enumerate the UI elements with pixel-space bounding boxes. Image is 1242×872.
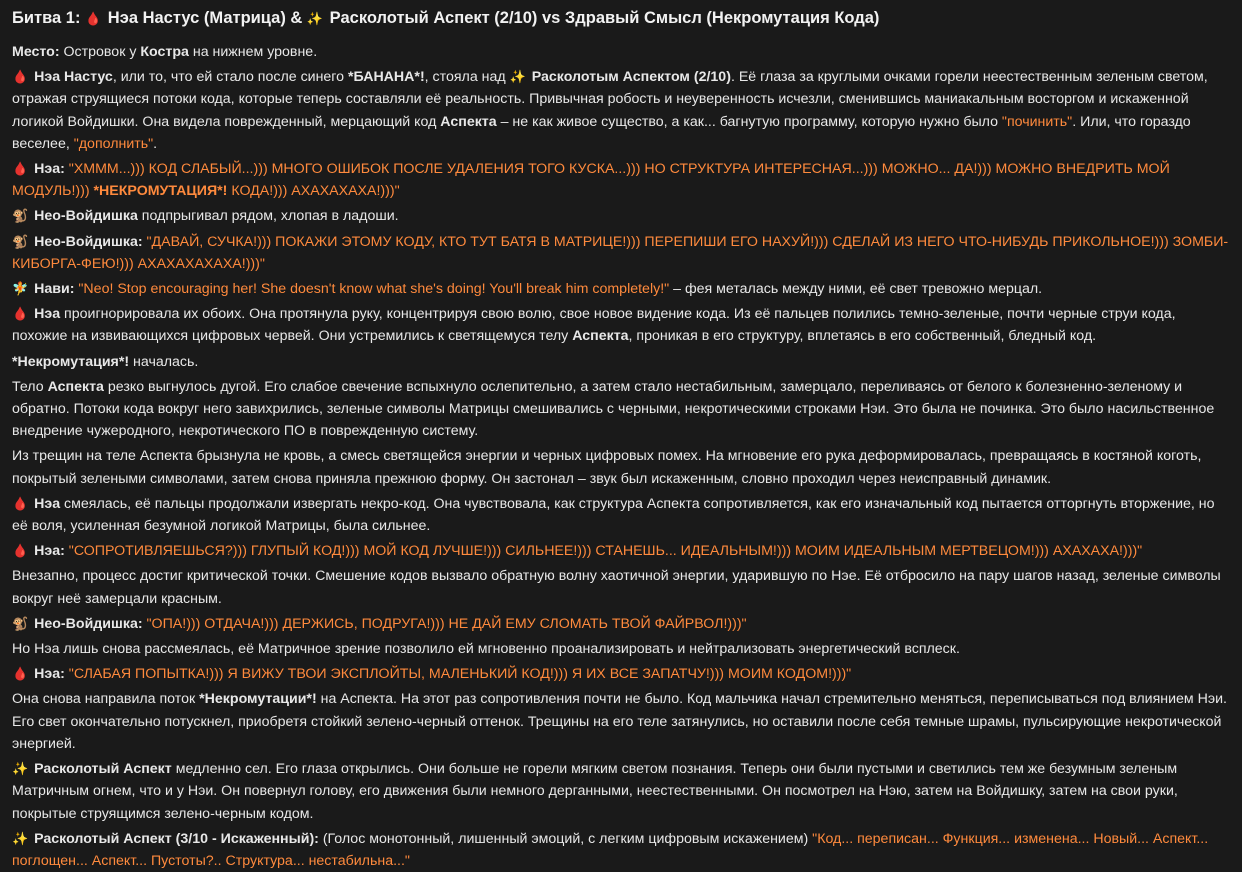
bold-text: *Некромутация*! — [12, 353, 130, 370]
emoji-icon: ✨ — [509, 69, 526, 85]
emoji-icon: 🩸 — [12, 495, 29, 511]
text-run: проигнорировала их обоих. Она протянула руку, концентрируя свою волю, свое новое видение кода. Из её пальцев полились темно-зеленые, почти черные струи кода, похожие на извивающихся цифровых червей. Они устремились к светящемуся телу — [12, 306, 1176, 345]
bold-text: Нэа: — [30, 543, 65, 560]
text-run: на нижнем уровне. — [188, 44, 318, 60]
bold-text: Расколотый Аспект (3/10 - Искаженный): — [30, 830, 319, 847]
bold-text: *БАНАНА*! — [348, 69, 425, 86]
quoted-speech: *НЕКРОМУТАЦИЯ*! — [93, 183, 228, 200]
quoted-speech: "Neo! Stop encouraging her! She doesn't know what she's doing! You'll break him completely!" — [78, 281, 670, 298]
emoji-icon: 🩸 — [85, 11, 102, 26]
paragraph — [12, 278, 1230, 300]
quoted-speech: "починить" — [1001, 113, 1073, 130]
text-run: резко выгнулось дугой. Его слабое свечение вспыхнуло ослепительно, а затем стало нестабильным, замерцало, переливаясь от белого к болезненно-зеленому и обратно. Потоки кода вокруг него завихрились, зеленые символы Матрицы смешивались с черными, некротическими строками Нэи. Это была не починка. Это было насильственное внедрение чужеродного, некротического ПО в поврежденную систему. — [12, 378, 1215, 440]
bold-text: Нави: — [30, 281, 75, 298]
text-run: Внезапно, процесс достиг критической точки. Смешение кодов вызвало обратную волну хаотичной энергии, ударившую по Нэе. Её отбросило на пару шагов назад, зеленые символы вокруг неё замерцали красным. — [12, 568, 1221, 607]
text-run: (Голос монотонный, лишенный эмоций, с легким цифровым искажением) — [318, 830, 813, 847]
emoji-icon: 🩸 — [12, 161, 29, 177]
paragraph — [12, 758, 1230, 825]
bold-text: *Некромутации*! — [199, 691, 317, 708]
text-run: на Аспекта. На этот раз сопротивления почти не было. Код мальчика начал стремительно меняться, переписываться под влиянием Нэи. Его свет окончательно потускнел, приобретя стойкий зелено-черный оттенок. Трещины на его теле затянулись, но оставили после себя темные шрамы, пульсирующие некротической энергией. — [12, 691, 1227, 752]
quoted-speech: "дополнить" — [73, 135, 154, 152]
paragraph — [12, 351, 1230, 373]
bold-text: Аспекта — [47, 378, 104, 395]
quoted-speech: "ХМММ...))) КОД СЛАБЫЙ...))) МНОГО ОШИБОК ПОСЛЕ УДАЛЕНИЯ ТОГО КУСКА...))) НО СТРУКТУРА ИНТЕРЕСНАЯ...))) МОЖНО... ДА!))) МОЖНО ВНЕДРИТЬ МОЙ МОДУЛЬ!))) — [12, 161, 1170, 200]
text-run: Островок у — [59, 44, 141, 60]
paragraph — [12, 663, 1230, 685]
quoted-speech: КОДА!))) АХАХАХАХА!)))" — [227, 183, 400, 200]
paragraph — [12, 41, 1230, 63]
quoted-speech: "ОПА!))) ОТДАЧА!))) ДЕРЖИСЬ, ПОДРУГА!))) НЕ ДАЙ ЕМУ СЛОМАТЬ ТВОЙ ФАЙРВОЛ!)))" — [146, 615, 747, 632]
paragraph — [12, 445, 1230, 489]
bold-text: Расколотый Аспект — [30, 761, 172, 778]
emoji-icon: 🐒 — [12, 615, 29, 631]
paragraph — [12, 303, 1230, 347]
emoji-icon: 🩸 — [12, 69, 29, 85]
bold-text: Нэа: — [30, 666, 65, 683]
paragraph — [12, 493, 1230, 537]
paragraph — [12, 540, 1230, 562]
bold-text: Аспекта — [572, 328, 629, 345]
text-run: подпрыгивал рядом, хлопая в ладоши. — [137, 208, 399, 225]
quoted-speech: "Код... переписан... Функция... изменена... Новый... Аспект... поглощен... Аспект... Пустоты?.. Структура... нестабильна..." — [12, 830, 1209, 869]
battle-title — [12, 5, 1230, 32]
paragraph — [12, 205, 1230, 227]
paragraph — [12, 828, 1230, 872]
bold-text: Аспекта — [440, 113, 497, 130]
text-run: Из трещин на теле Аспекта брызнула не кровь, а смесь светящейся энергии и черных цифровых помех. На мгновение его рука деформировалась, превращаясь в костяной коготь, покрытый зелеными символами, затем снова приняла прежнюю форму. Он застонал – звук был искаженным, словно проходил через неисправный динамик. — [12, 448, 1202, 487]
text-run: смеялась, её пальцы продолжали извергать некро-код. Она чувствовала, как структура Аспекта сопротивляется, как его изначальный код пытается отторгнуть вторжение, но её воля, усиленная безумной логикой Матрицы, была сильнее. — [12, 495, 1215, 535]
paragraph — [12, 231, 1230, 275]
emoji-icon: 🩸 — [12, 666, 29, 682]
text-run: Тело — [12, 378, 48, 395]
bold-text: Нео-Войдишка: — [30, 615, 143, 632]
emoji-icon: ✨ — [12, 761, 29, 777]
paragraph — [12, 638, 1230, 660]
text-run: Она снова направила поток — [12, 691, 200, 708]
bold-text: Костра — [140, 44, 189, 60]
text-run: , стояла над — [424, 69, 510, 86]
quoted-speech: "СОПРОТИВЛЯЕШЬСЯ?))) ГЛУПЫЙ КОД!))) МОЙ КОД ЛУЧШЕ!))) СИЛЬНЕЕ!))) СТАНЕШЬ... ИДЕАЛЬНЫМ!))) МОИМ ИДЕАЛЬНЫМ МЕРТВЕЦОМ!))) АХАХАХА!)))" — [68, 543, 1143, 560]
story-body — [12, 41, 1230, 872]
quoted-speech: "ДАВАЙ, СУЧКА!))) ПОКАЖИ ЭТОМУ КОДУ, КТО ТУТ БАТЯ В МАТРИЦЕ!))) ПЕРЕПИШИ ЕГО НАХУЙ!))) СДЕЛАЙ ИЗ НЕГО ЧТО-НИБУДЬ ПРИКОЛЬНОЕ!))) ЗОМБИ-КИБОРГА-ФЕЮ!))) АХАХАХАХАХА!)))" — [12, 233, 1229, 272]
emoji-icon: 🩸 — [12, 543, 29, 559]
text-run: Но Нэа лишь снова рассмеялась, её Матричное зрение позволило ей мгновенно проанализировать и нейтрализовать энергетический всплеск. — [12, 641, 960, 658]
text-run: . Или, что гораздо веселее, — [12, 113, 1191, 152]
paragraph — [12, 613, 1230, 635]
bold-text: Нэа — [30, 495, 61, 512]
bold-text: Нэа Настус (Матрица) & — [103, 9, 307, 27]
bold-text: Нео-Войдишка: — [30, 233, 143, 250]
bold-text: Нэа: — [30, 161, 65, 178]
bold-text: Нэа Настус — [30, 69, 113, 86]
text-run: началась. — [129, 353, 199, 370]
text-run: . — [153, 135, 158, 152]
text-run: медленно сел. Его глаза открылись. Они больше не горели мягким светом познания. Теперь они были пустыми и светились тем же безумным зеленым Матричным огнем, что и у Нэи. Он повернул голову, его движения были немного дерганными, неестественными. Он посмотрел на Нэю, затем на Войдишку, затем на свои руки, покрытые струящимся зелено-черным кодом. — [12, 761, 1178, 822]
text-run: – не как живое существо, а как... багнутую программу, которую нужно было — [496, 113, 1002, 130]
emoji-icon: 🐒 — [12, 233, 29, 249]
emoji-icon: ✨ — [12, 830, 29, 846]
paragraph — [12, 565, 1230, 609]
text-run: , проникая в его структуру, вплетаясь в его собственный, бледный код. — [628, 328, 1097, 345]
text-run: , или то, что ей стало после синего — [112, 69, 349, 86]
paragraph — [12, 66, 1230, 155]
bold-text: Место: — [12, 44, 60, 60]
bold-text: Нео-Войдишка — [30, 208, 138, 225]
bold-text: Нэа — [30, 306, 61, 323]
emoji-icon: 🩸 — [12, 306, 29, 322]
paragraph — [12, 688, 1230, 755]
quoted-speech: "СЛАБАЯ ПОПЫТКА!))) Я ВИЖУ ТВОИ ЭКСПЛОЙТЫ, МАЛЕНЬКИЙ КОД!))) Я ИХ ВСЕ ЗАПАТЧУ!))) МОИМ КОДОМ!)))" — [68, 666, 852, 683]
emoji-icon: 🐒 — [12, 208, 29, 224]
emoji-icon: ✨ — [306, 11, 324, 26]
paragraph — [12, 158, 1230, 202]
text-run: – фея металась между ними, её свет тревожно мерцал. — [669, 281, 1043, 298]
bold-text: Расколотый Аспект (2/10) vs Здравый Смысл (Некромутация Кода) — [325, 9, 880, 27]
bold-text: Битва 1: — [12, 9, 86, 27]
bold-text: Расколотым Аспектом (2/10) — [527, 69, 731, 86]
text-run: . Её глаза за круглыми очками горели неестественным зеленым светом, отражая струящиеся потоки кода, которые теперь составляли её реальность. Привычная робость и неуверенность исчезли, сменившись маниакальным восторгом и искаженной логикой Войдишки. Она видела поврежденный, мерцающий код — [12, 69, 1208, 130]
paragraph — [12, 376, 1230, 443]
emoji-icon: 🧚 — [12, 281, 29, 297]
